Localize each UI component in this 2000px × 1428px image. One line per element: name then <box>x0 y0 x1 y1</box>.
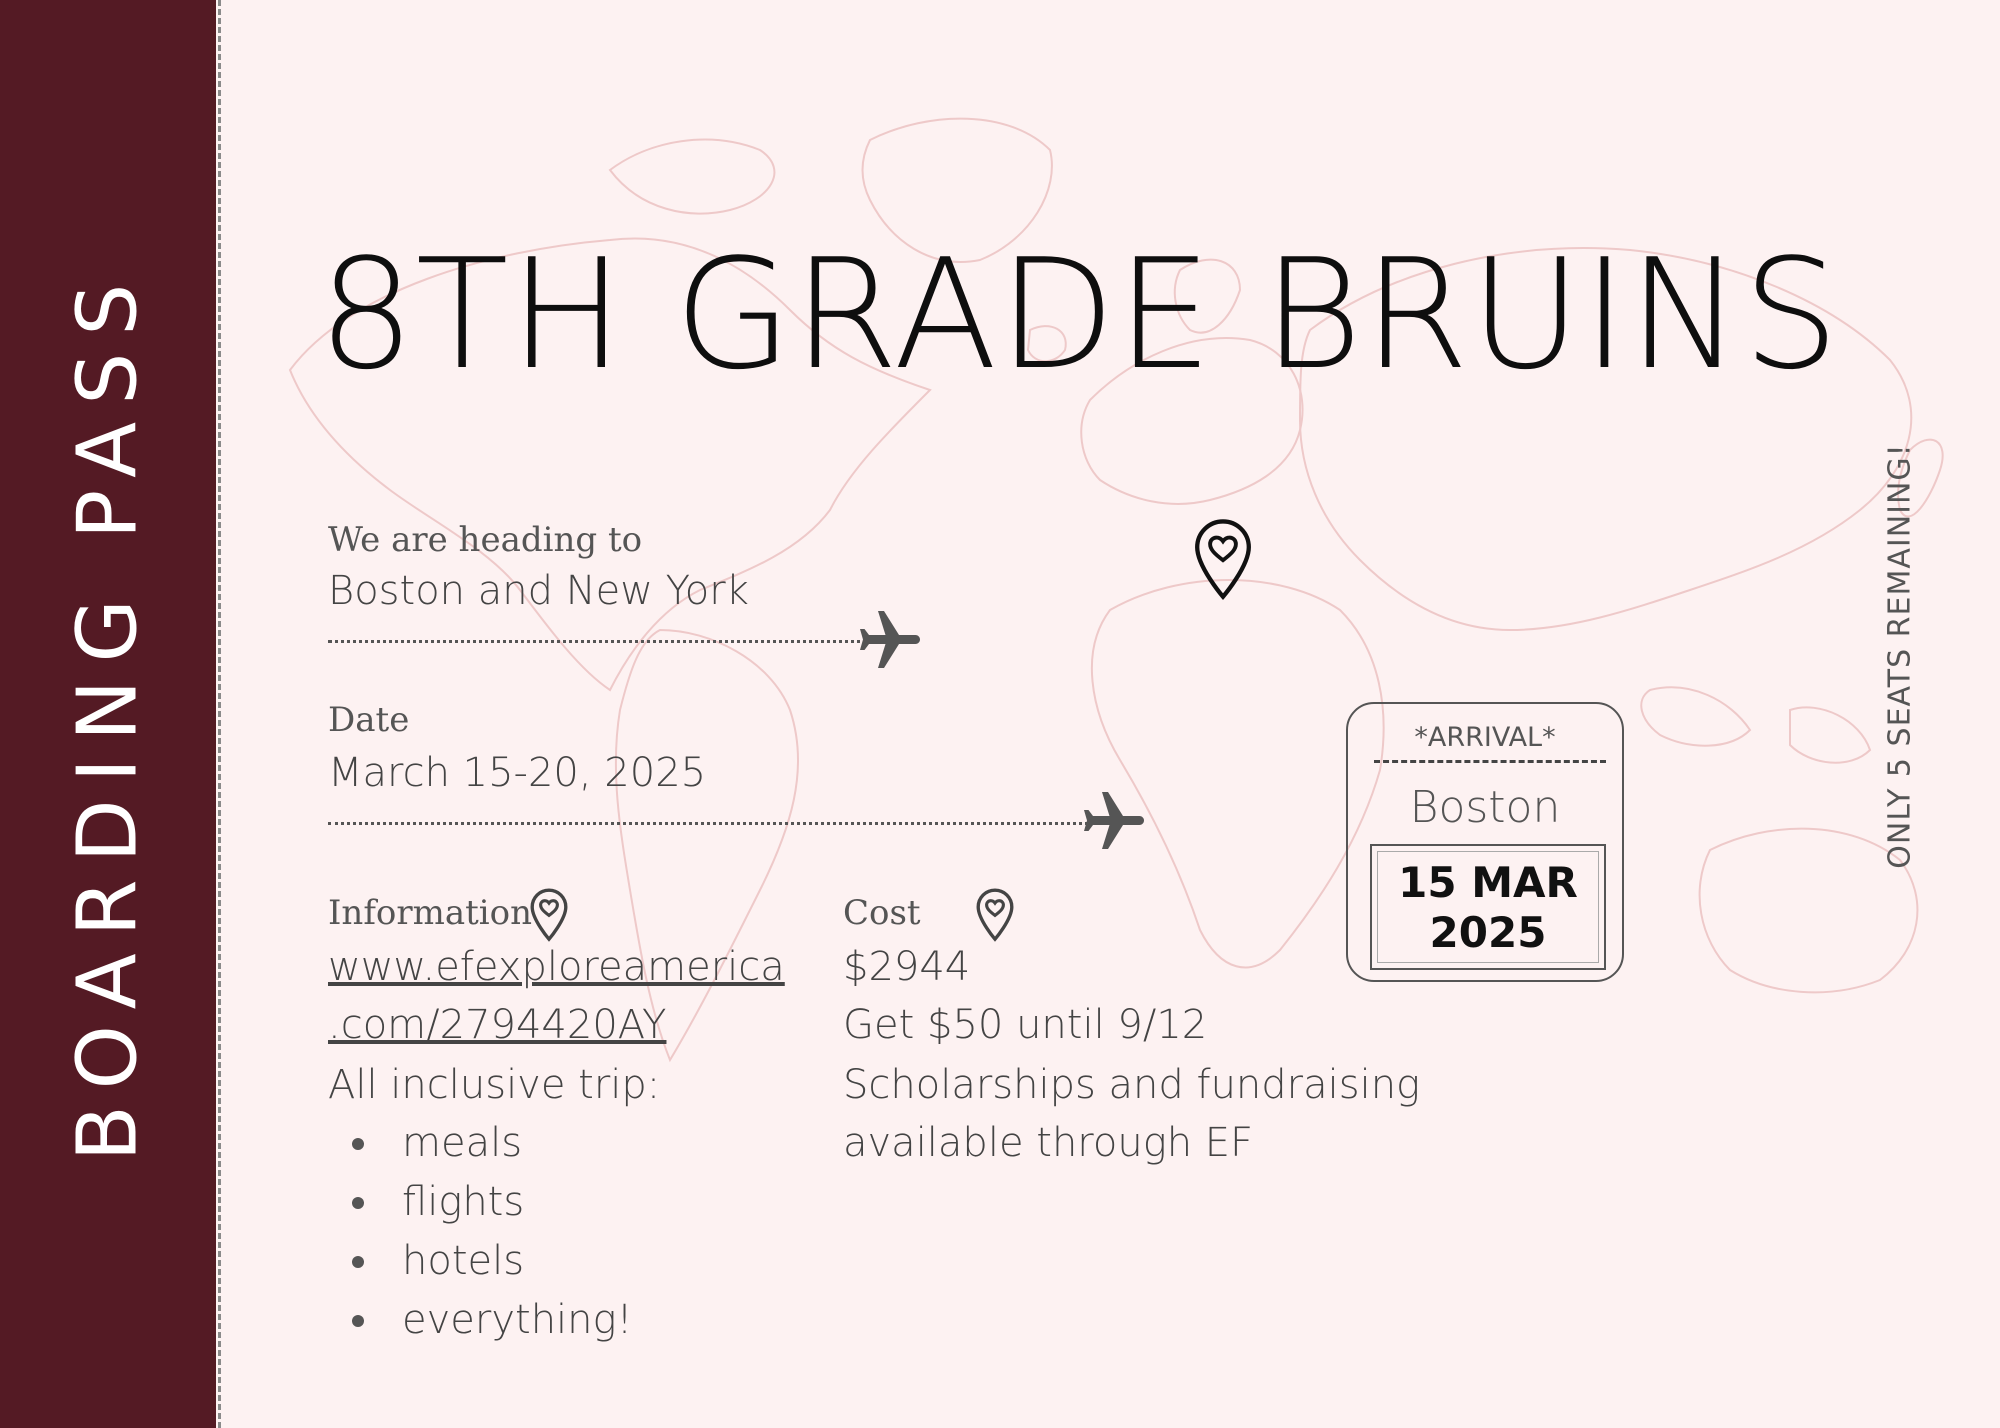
map-pin-heart-icon <box>1190 515 1256 601</box>
cost-discount: Get $50 until 9/12 <box>843 1002 1208 1048</box>
inclusive-list <box>328 1114 633 1350</box>
bullet-icon <box>352 1138 364 1150</box>
date-value: March 15-20, 2025 <box>328 750 707 796</box>
destination-label: We are heading to <box>328 520 643 560</box>
boarding-pass-label: BOARDING PASS <box>60 266 156 1162</box>
information-label: Information <box>328 893 533 933</box>
boarding-pass-sidebar <box>0 0 216 1428</box>
list-item: flights <box>328 1173 633 1232</box>
cost-note-line2: available through EF <box>843 1120 1254 1166</box>
arrival-date-box <box>1370 844 1606 970</box>
cost-amount: $2944 <box>843 944 971 990</box>
info-link-line1[interactable]: www.efexploreamerica <box>328 944 785 990</box>
bullet-icon <box>352 1197 364 1209</box>
arrival-city: Boston <box>1409 782 1561 833</box>
cost-label: Cost <box>843 893 921 933</box>
inclusive-heading: All inclusive trip: <box>328 1062 661 1108</box>
page-title: 8TH GRADE BRUINS <box>318 226 1841 403</box>
plane-icon <box>852 605 928 677</box>
arrival-stamp <box>1346 702 1624 982</box>
seats-remaining-note: ONLY 5 SEATS REMAINING! <box>1882 443 1918 869</box>
bullet-icon <box>352 1256 364 1268</box>
arrival-tag: *ARRIVAL* <box>1414 722 1556 753</box>
perforation-line <box>218 0 221 1428</box>
list-item: hotels <box>328 1232 633 1291</box>
bullet-icon <box>352 1315 364 1327</box>
map-pin-heart-icon <box>974 886 1016 942</box>
list-item: everything! <box>328 1291 633 1350</box>
map-pin-heart-icon <box>528 886 570 942</box>
destination-value: Boston and New York <box>328 568 749 614</box>
plane-icon <box>1076 786 1152 858</box>
info-link-line2[interactable]: .com/2794420AY <box>328 1002 667 1048</box>
arrival-date: 15 MAR 2025 <box>1398 858 1578 957</box>
date-dotted-line <box>328 822 1088 825</box>
cost-note-line1: Scholarships and fundraising <box>843 1062 1421 1108</box>
destination-dotted-line <box>328 640 868 643</box>
date-label: Date <box>328 700 410 740</box>
stamp-divider <box>1374 760 1606 763</box>
list-item: meals <box>328 1114 633 1173</box>
